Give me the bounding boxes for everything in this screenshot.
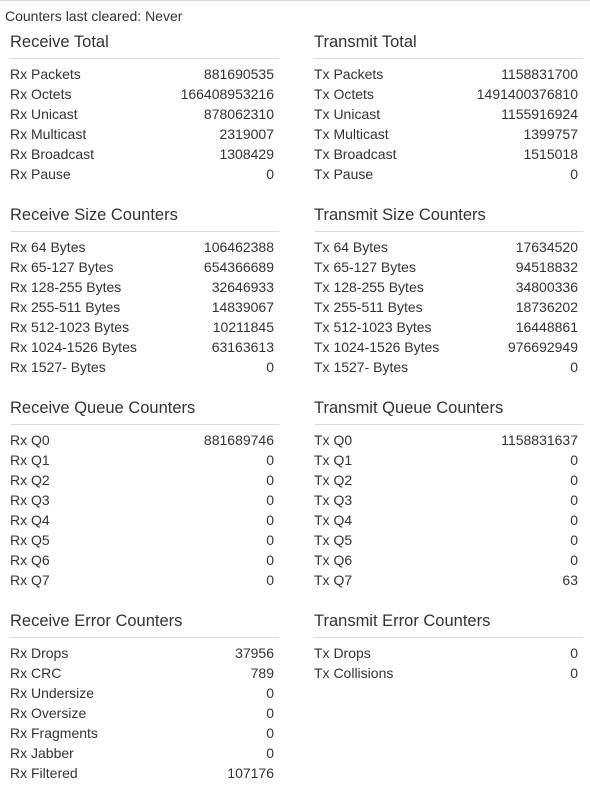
counter-value: 976692949: [507, 339, 578, 355]
counter-row: [10, 683, 279, 703]
counter-row: [10, 164, 279, 184]
counter-value: 16448861: [515, 319, 578, 335]
counter-value: 878062310: [203, 106, 274, 122]
counter-label: Tx Q3: [314, 492, 353, 508]
counter-row: [10, 297, 279, 317]
counter-row: [314, 663, 583, 683]
counter-value: 32646933: [211, 279, 274, 295]
counter-label: Rx Q3: [10, 492, 50, 508]
counter-value: 0: [570, 665, 578, 681]
counter-row: [314, 237, 583, 257]
counter-row: [10, 570, 279, 590]
counter-row: [10, 430, 279, 450]
receive-size-section: [10, 205, 279, 375]
counter-value: 0: [570, 645, 578, 661]
counter-value: 0: [266, 512, 274, 528]
counter-value: 789: [250, 665, 274, 681]
section-title: Receive Total: [10, 33, 109, 51]
section-title: Receive Queue Counters: [10, 399, 196, 417]
counter-value: 107176: [227, 765, 274, 781]
counter-row: [10, 144, 279, 164]
counter-value: 0: [266, 745, 274, 761]
section-divider: [314, 637, 583, 638]
counter-label: Rx Unicast: [10, 106, 78, 122]
section-divider: [10, 58, 279, 59]
counter-label: Rx 65-127 Bytes: [10, 259, 114, 275]
counter-value: 0: [266, 452, 274, 468]
counter-row: [10, 763, 279, 783]
counter-label: Rx 64 Bytes: [10, 239, 86, 255]
counter-label: Tx Q5: [314, 532, 353, 548]
counter-label: Rx Jabber: [10, 745, 74, 761]
counter-value: 0: [266, 685, 274, 701]
counter-label: Rx Packets: [10, 66, 81, 82]
counter-row: [10, 84, 279, 104]
counter-label: Tx 64 Bytes: [314, 239, 388, 255]
section-title: Transmit Size Counters: [314, 206, 486, 224]
counter-value: 63163613: [211, 339, 274, 355]
counter-label: Tx 65-127 Bytes: [314, 259, 416, 275]
counter-value: 0: [266, 472, 274, 488]
counter-row: [314, 450, 583, 470]
counter-row: [10, 124, 279, 144]
counter-row: [10, 643, 279, 663]
counter-label: Tx 1527- Bytes: [314, 359, 409, 375]
counter-row: [10, 723, 279, 743]
counter-value: 18736202: [515, 299, 578, 315]
counter-row: [314, 430, 583, 450]
counter-value: 0: [266, 532, 274, 548]
counter-value: 0: [266, 492, 274, 508]
counter-value: 881690535: [203, 66, 274, 82]
counter-list: [10, 64, 279, 184]
counter-row: [314, 317, 583, 337]
counter-value: 37956: [235, 645, 274, 661]
counter-label: Rx Fragments: [10, 725, 98, 741]
receive-queue-section: [10, 398, 279, 588]
counter-label: Tx Q2: [314, 472, 353, 488]
counter-label: Rx Q5: [10, 532, 50, 548]
counter-label: Rx Q0: [10, 432, 50, 448]
receive-error-section: [10, 611, 279, 781]
counter-value: 34800336: [515, 279, 578, 295]
counter-label: Rx Drops: [10, 645, 69, 661]
counter-label: Tx Broadcast: [314, 146, 397, 162]
counter-label: Rx Broadcast: [10, 146, 95, 162]
counter-label: Rx Q1: [10, 452, 50, 468]
counter-row: [314, 550, 583, 570]
counter-label: Tx Q7: [314, 572, 353, 588]
section-title: Transmit Error Counters: [314, 612, 491, 630]
counter-list: [314, 643, 583, 683]
counter-row: [10, 470, 279, 490]
counter-row: [314, 357, 583, 377]
counter-value: 0: [570, 552, 578, 568]
counter-value: 0: [266, 359, 274, 375]
counter-list: [10, 430, 279, 590]
counter-row: [314, 570, 583, 590]
counter-label: Rx 128-255 Bytes: [10, 279, 122, 295]
counter-label: Tx Multicast: [314, 126, 389, 142]
counter-value: 14839067: [211, 299, 274, 315]
counter-label: Tx 255-511 Bytes: [314, 299, 423, 315]
counter-label: Tx Q4: [314, 512, 353, 528]
counter-list: [10, 237, 279, 377]
counter-row: [10, 743, 279, 763]
top-divider: [0, 0, 590, 1]
counter-value: 17634520: [515, 239, 578, 255]
section-divider: [314, 424, 583, 425]
counter-label: Rx Q2: [10, 472, 50, 488]
section-divider: [314, 58, 583, 59]
counter-list: [314, 64, 583, 184]
counter-value: 0: [570, 532, 578, 548]
counter-row: [314, 257, 583, 277]
counter-label: Rx Q7: [10, 572, 50, 588]
counter-label: Rx CRC: [10, 665, 62, 681]
counter-row: [10, 530, 279, 550]
counter-value: 0: [570, 512, 578, 528]
counter-value: 1399757: [523, 126, 578, 142]
counter-value: 106462388: [203, 239, 274, 255]
counter-label: Rx Undersize: [10, 685, 95, 701]
counter-row: [10, 237, 279, 257]
section-title: Receive Size Counters: [10, 206, 178, 224]
transmit-size-section: [314, 205, 583, 375]
counter-list: [10, 643, 279, 783]
counter-label: Tx Q0: [314, 432, 353, 448]
counter-label: Rx 1024-1526 Bytes: [10, 339, 137, 355]
counter-label: Rx 1527- Bytes: [10, 359, 106, 375]
counter-row: [10, 550, 279, 570]
counter-row: [10, 490, 279, 510]
counter-row: [314, 144, 583, 164]
counter-label: Tx 128-255 Bytes: [314, 279, 424, 295]
counter-label: Tx Unicast: [314, 106, 381, 122]
counter-value: 0: [570, 166, 578, 182]
counter-row: [10, 64, 279, 84]
counter-row: [10, 277, 279, 297]
counter-row: [314, 164, 583, 184]
transmit-total-section: [314, 32, 583, 182]
counter-value: 0: [570, 492, 578, 508]
counter-row: [314, 470, 583, 490]
counter-row: [314, 337, 583, 357]
counter-list: [314, 237, 583, 377]
section-divider: [10, 231, 279, 232]
counter-label: Rx 512-1023 Bytes: [10, 319, 130, 335]
counter-row: [10, 663, 279, 683]
counter-value: 1515018: [523, 146, 578, 162]
counter-row: [10, 317, 279, 337]
counter-label: Rx Q6: [10, 552, 50, 568]
counter-value: 2319007: [219, 126, 274, 142]
counter-row: [10, 510, 279, 530]
section-divider: [10, 637, 279, 638]
counter-label: Tx 512-1023 Bytes: [314, 319, 432, 335]
transmit-queue-section: [314, 398, 583, 588]
counter-label: Rx Q4: [10, 512, 50, 528]
section-divider: [10, 424, 279, 425]
transmit-error-section: [314, 611, 583, 681]
counter-row: [10, 337, 279, 357]
counter-label: Rx Filtered: [10, 765, 78, 781]
counter-row: [314, 84, 583, 104]
counter-label: Tx Collisions: [314, 665, 394, 681]
counter-row: [314, 490, 583, 510]
counter-label: Tx Pause: [314, 166, 374, 182]
counter-value: 881689746: [203, 432, 274, 448]
counter-label: Rx Octets: [10, 86, 72, 102]
counter-label: Tx Drops: [314, 645, 371, 661]
counter-row: [314, 124, 583, 144]
counter-value: 0: [570, 452, 578, 468]
counter-value: 1308429: [219, 146, 274, 162]
counter-value: 0: [266, 552, 274, 568]
counter-value: 0: [266, 705, 274, 721]
counter-row: [314, 104, 583, 124]
counter-label: Rx Oversize: [10, 705, 87, 721]
counter-value: 0: [266, 725, 274, 741]
counter-value: 1491400376810: [476, 86, 578, 102]
counter-label: Rx Pause: [10, 166, 71, 182]
counter-value: 10211845: [212, 319, 274, 335]
counter-row: [314, 510, 583, 530]
counter-row: [314, 643, 583, 663]
counters-cleared-status: Counters last cleared: Never: [5, 8, 183, 24]
counter-label: Tx Octets: [314, 86, 374, 102]
counter-label: Rx 255-511 Bytes: [10, 299, 121, 315]
counter-value: 1155916924: [501, 106, 578, 122]
counter-value: 1158831700: [501, 66, 578, 82]
counter-list: [314, 430, 583, 590]
counter-row: [10, 104, 279, 124]
counter-label: Tx 1024-1526 Bytes: [314, 339, 440, 355]
counter-row: [10, 703, 279, 723]
counter-value: 654366689: [203, 259, 274, 275]
counter-row: [10, 450, 279, 470]
section-title: Transmit Queue Counters: [314, 399, 504, 417]
section-divider: [314, 231, 583, 232]
counter-label: Tx Q1: [314, 452, 353, 468]
counter-row: [314, 297, 583, 317]
counter-row: [314, 277, 583, 297]
counter-row: [314, 64, 583, 84]
counter-value: 166408953216: [180, 86, 274, 102]
section-title: Receive Error Counters: [10, 612, 183, 630]
counter-label: Rx Multicast: [10, 126, 87, 142]
counter-label: Tx Q6: [314, 552, 353, 568]
section-title: Transmit Total: [314, 33, 417, 51]
counter-row: [10, 357, 279, 377]
counter-value: 94518832: [515, 259, 578, 275]
counter-row: [314, 530, 583, 550]
counter-label: Tx Packets: [314, 66, 384, 82]
counter-value: 0: [266, 166, 274, 182]
counter-value: 63: [562, 572, 578, 588]
counter-value: 0: [266, 572, 274, 588]
counter-value: 1158831637: [501, 432, 578, 448]
counter-row: [10, 257, 279, 277]
counter-value: 0: [570, 359, 578, 375]
counter-value: 0: [570, 472, 578, 488]
receive-total-section: [10, 32, 279, 182]
